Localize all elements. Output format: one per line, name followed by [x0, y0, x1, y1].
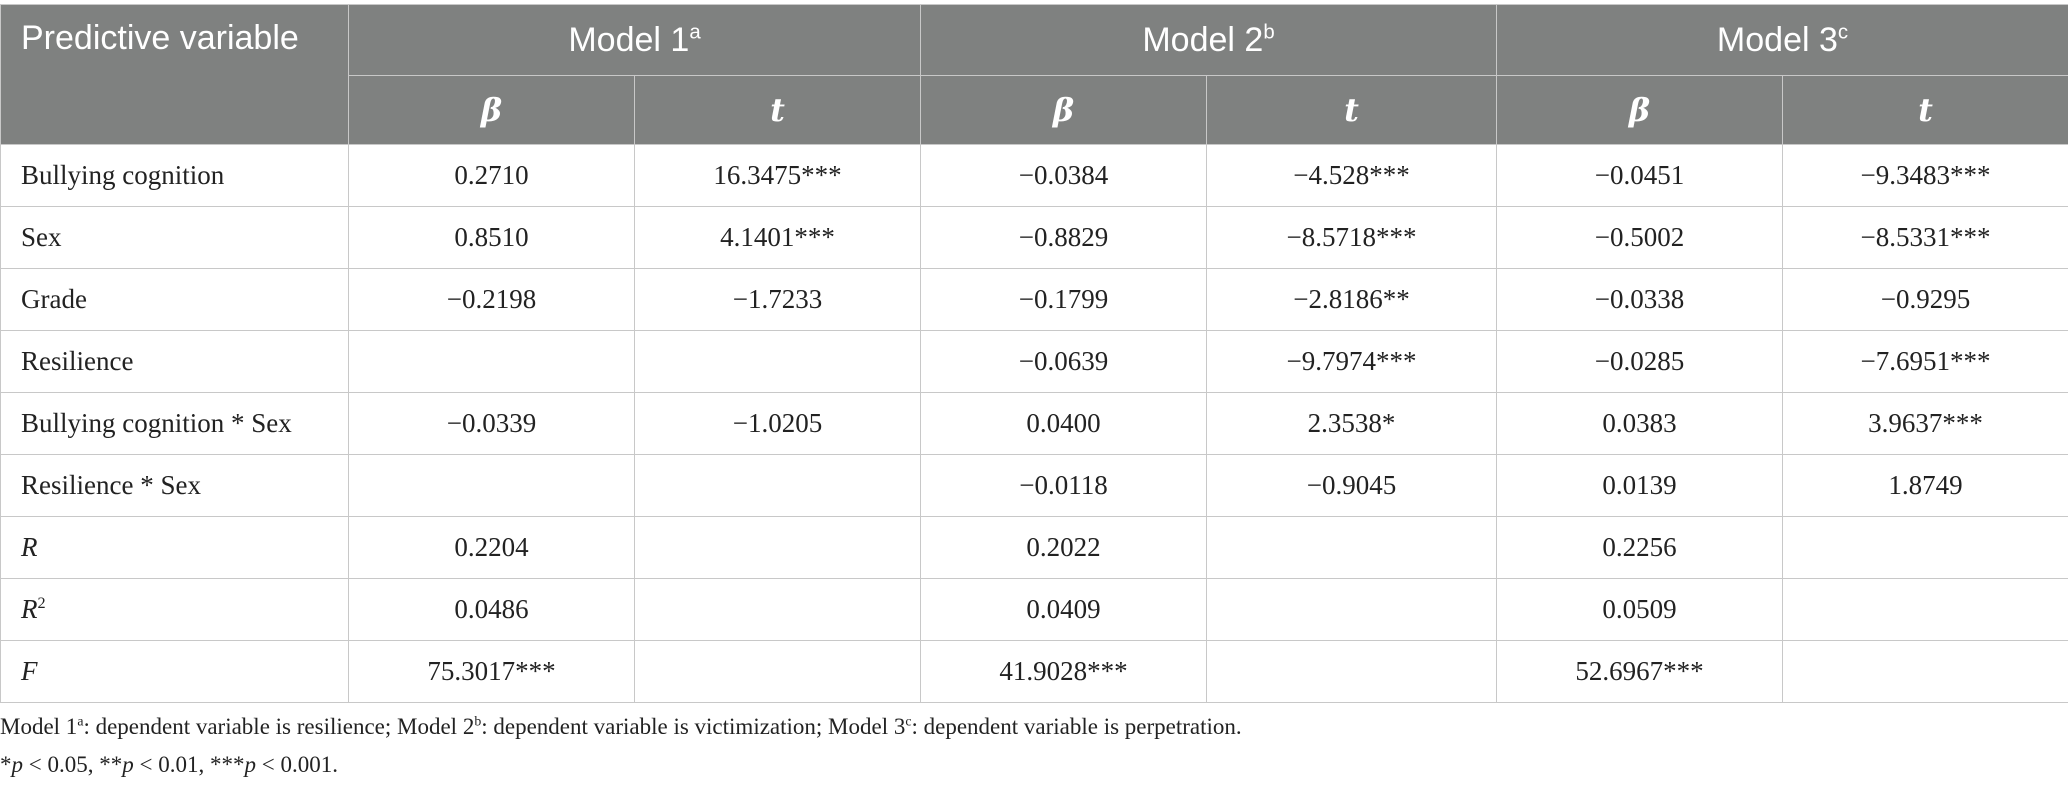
cell-m1-t	[635, 331, 921, 393]
cell-m1-t: 4.1401***	[635, 207, 921, 269]
header-model-3: Model 3$^c$	[1497, 5, 2068, 76]
cell-m2-beta: −0.0118	[921, 455, 1207, 517]
cell-m1-beta: −0.0339	[349, 393, 635, 455]
footnote-significance: *p < 0.05, **p < 0.01, ***p < 0.001.	[0, 752, 338, 777]
cell-m2-t	[1207, 641, 1497, 703]
cell-m1-t: −1.0205	[635, 393, 921, 455]
header-t-2: t	[1207, 76, 1497, 145]
cell-m2-t: −2.8186**	[1207, 269, 1497, 331]
cell-m2-t: −8.5718***	[1207, 207, 1497, 269]
cell-m1-t: −1.7233	[635, 269, 921, 331]
cell-m3-beta: −0.0285	[1497, 331, 1783, 393]
cell-m3-beta: 52.6967***	[1497, 641, 1783, 703]
cell-m2-beta: 0.2022	[921, 517, 1207, 579]
cell-m1-t	[635, 455, 921, 517]
cell-m2-beta: −0.0639	[921, 331, 1207, 393]
cell-m2-t: 2.3538*	[1207, 393, 1497, 455]
cell-m2-beta: −0.1799	[921, 269, 1207, 331]
cell-m1-beta: 0.0486	[349, 579, 635, 641]
table-row	[1, 145, 2068, 207]
cell-m3-beta: 0.0383	[1497, 393, 1783, 455]
cell-m3-t: −7.6951***	[1783, 331, 2068, 393]
header-model-1: Model 1$^a$	[349, 5, 921, 76]
cell-m3-t: 3.9637***	[1783, 393, 2068, 455]
table-row	[1, 579, 2068, 641]
cell-m3-t: −0.9295	[1783, 269, 2068, 331]
header-beta-3: β	[1497, 76, 1783, 145]
cell-m3-beta: −0.0338	[1497, 269, 1783, 331]
cell-m1-beta: 75.3017***	[349, 641, 635, 703]
cell-m1-beta	[349, 331, 635, 393]
cell-m1-beta: 0.8510	[349, 207, 635, 269]
table-row	[1, 641, 2068, 703]
cell-m3-beta: 0.2256	[1497, 517, 1783, 579]
header-model-2: Model 2$^b$	[921, 5, 1497, 76]
cell-m1-beta: 0.2204	[349, 517, 635, 579]
cell-m3-beta: −0.5002	[1497, 207, 1783, 269]
row-label: Resilience * Sex	[1, 455, 349, 517]
cell-m3-t	[1783, 579, 2068, 641]
row-label: R	[1, 517, 349, 579]
cell-m2-t	[1207, 579, 1497, 641]
header-row-models	[1, 5, 2068, 76]
cell-m1-t: 16.3475***	[635, 145, 921, 207]
cell-m2-t: −9.7974***	[1207, 331, 1497, 393]
table-row	[1, 517, 2068, 579]
cell-m3-t: 1.8749	[1783, 455, 2068, 517]
cell-m2-beta: 0.0409	[921, 579, 1207, 641]
header-t-1: t	[635, 76, 921, 145]
row-label: Bullying cognition	[1, 145, 349, 207]
row-label: F	[1, 641, 349, 703]
header-beta-1: β	[349, 76, 635, 145]
row-label: $R^2$	[1, 579, 349, 641]
cell-m2-beta: 41.9028***	[921, 641, 1207, 703]
row-label: Grade	[1, 269, 349, 331]
header-predictive-variable: Predictive variable	[1, 5, 349, 145]
row-label: Resilience	[1, 331, 349, 393]
cell-m2-t: −0.9045	[1207, 455, 1497, 517]
table-row	[1, 331, 2068, 393]
regression-table	[0, 4, 2068, 703]
header-t-3: t	[1783, 76, 2068, 145]
cell-m2-t: −4.528***	[1207, 145, 1497, 207]
cell-m2-beta: −0.0384	[921, 145, 1207, 207]
cell-m3-t	[1783, 517, 2068, 579]
cell-m1-beta	[349, 455, 635, 517]
row-label: Bullying cognition * Sex	[1, 393, 349, 455]
cell-m3-t: −9.3483***	[1783, 145, 2068, 207]
cell-m3-t	[1783, 641, 2068, 703]
cell-m1-t	[635, 641, 921, 703]
cell-m2-beta: −0.8829	[921, 207, 1207, 269]
cell-m1-t	[635, 517, 921, 579]
table-row	[1, 269, 2068, 331]
cell-m2-t	[1207, 517, 1497, 579]
cell-m3-beta: 0.0509	[1497, 579, 1783, 641]
cell-m1-t	[635, 579, 921, 641]
cell-m1-beta: 0.2710	[349, 145, 635, 207]
table-row	[1, 393, 2068, 455]
table-row	[1, 207, 2068, 269]
cell-m3-beta: −0.0451	[1497, 145, 1783, 207]
header-beta-2: β	[921, 76, 1207, 145]
row-label: Sex	[1, 207, 349, 269]
cell-m3-beta: 0.0139	[1497, 455, 1783, 517]
footnote-models: Model 1$^a$: dependent variable is resilience; Model 2$^b$: dependent variable is victimization; Model 3$^c$: dependent variable is perpetration.	[0, 713, 1242, 739]
table-row	[1, 455, 2068, 517]
cell-m3-t: −8.5331***	[1783, 207, 2068, 269]
cell-m1-beta: −0.2198	[349, 269, 635, 331]
cell-m2-beta: 0.0400	[921, 393, 1207, 455]
